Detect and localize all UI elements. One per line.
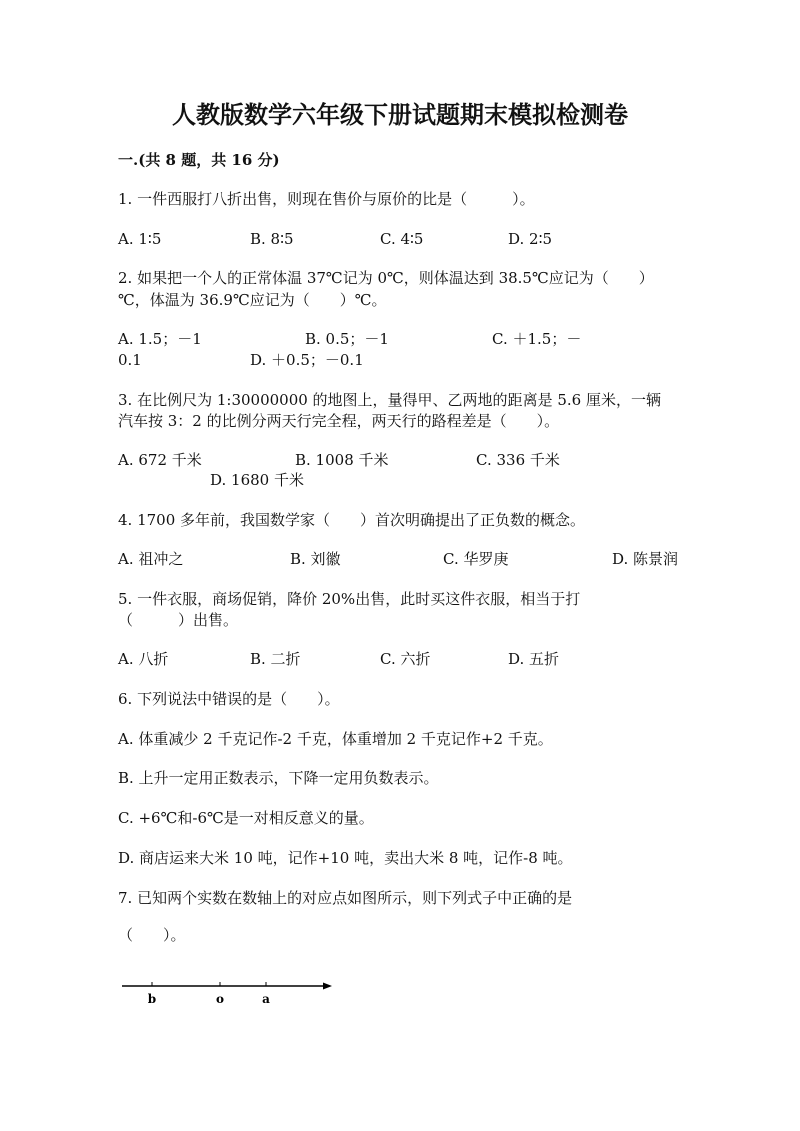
q6-option-d: D. 商店运来大米 10 吨，记作+10 吨，卖出大米 8 吨，记作-8 吨。 (118, 849, 573, 867)
q3-option-a: A. 672 千米 (118, 451, 202, 469)
q5-option-d: D. 五折 (508, 650, 560, 668)
q4-option-d: D. 陈景润 (612, 550, 679, 568)
section-heading: 一.(共 8 题，共 16 分) (118, 151, 280, 169)
q4-option-c: C. 华罗庚 (443, 550, 509, 568)
q6-option-c: C. +6℃和-6℃是一对相反意义的量。 (118, 809, 374, 827)
q2-option-c-cont: 0.1 (118, 351, 142, 369)
q5-option-b: B. 二折 (250, 650, 301, 668)
q5-option-a: A. 八折 (118, 650, 169, 668)
q4-option-a: A. 祖冲之 (118, 550, 184, 568)
q1-option-c: C. 4∶5 (380, 230, 424, 248)
number-line-figure (118, 976, 338, 1010)
q1-option-b: B. 8∶5 (250, 230, 294, 248)
question-3-stem-line1: 3. 在比例尺为 1:30000000 的地图上，量得甲、乙两地的距离是 5.6 厘米，一辆 (118, 391, 661, 409)
q4-option-b: B. 刘徽 (290, 550, 341, 568)
q1-option-a: A. 1∶5 (118, 230, 162, 248)
q3-option-d: D. 1680 千米 (210, 471, 304, 489)
question-5-stem-line2: （ ）出售。 (118, 611, 239, 629)
number-line-arrow-icon (323, 983, 332, 990)
q2-option-d: D. ＋0.5；－0.1 (250, 351, 364, 369)
question-7-stem-line1: 7. 已知两个实数在数轴上的对应点如图所示，则下列式子中正确的是 (118, 889, 573, 907)
q6-option-a: A. 体重减少 2 千克记作-2 千克，体重增加 2 千克记作+2 千克。 (118, 730, 553, 748)
question-2-stem-line2: ℃，体温为 36.9℃应记为（ ）℃。 (118, 291, 387, 309)
question-4-stem: 4. 1700 多年前，我国数学家（ ）首次明确提出了正负数的概念。 (118, 511, 586, 529)
label-o: o (215, 992, 225, 1006)
label-a: a (262, 992, 270, 1006)
q2-option-c: C. ＋1.5；－ (492, 330, 582, 348)
q2-option-b: B. 0.5；－1 (305, 330, 389, 348)
question-3-stem-line2: 汽车按 3：2 的比例分两天行完全程，两天行的路程差是（ ）。 (118, 412, 560, 430)
q3-option-b: B. 1008 千米 (295, 451, 389, 469)
question-2-stem-line1: 2. 如果把一个人的正常体温 37℃记为 0℃，则体温达到 38.5℃应记为（ ） (118, 269, 654, 287)
q5-option-c: C. 六折 (380, 650, 431, 668)
question-1-stem: 1. 一件西服打八折出售，则现在售价与原价的比是（ ）。 (118, 190, 535, 208)
page-title: 人教版数学六年级下册试题期末模拟检测卷 (172, 100, 628, 129)
question-6-stem: 6. 下列说法中错误的是（ ）。 (118, 690, 340, 708)
q6-option-b: B. 上升一定用正数表示，下降一定用负数表示。 (118, 769, 439, 787)
q3-option-c: C. 336 千米 (476, 451, 560, 469)
label-b: b (147, 992, 157, 1006)
question-5-stem-line1: 5. 一件衣服，商场促销，降价 20%出售，此时买这件衣服，相当于打 (118, 590, 581, 608)
q1-option-d: D. 2∶5 (508, 230, 553, 248)
question-7-stem-line2: （ ）。 (118, 926, 186, 944)
q2-option-a: A. 1.5；－1 (118, 330, 202, 348)
